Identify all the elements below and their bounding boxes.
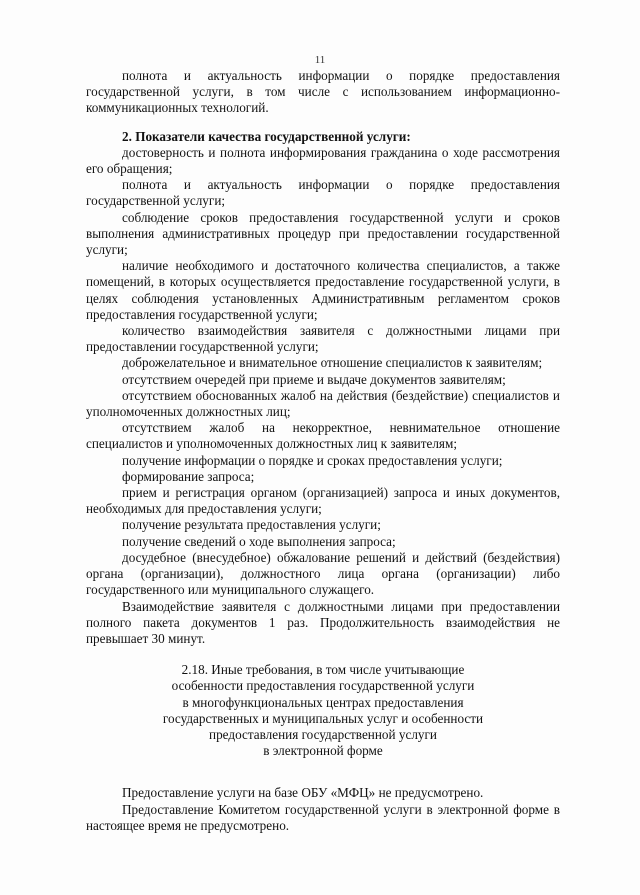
quality-item: достоверность и полнота информирования гражданина о ходе рассмотрения его обращения; [86,144,560,177]
quality-item: доброжелательное и внимательное отношение специалистов к заявителям; [122,355,543,371]
quality-item: досудебное (внесудебное) обжалование решений и действий (бездействия) органа (организации), должностного лица органа (организации) либо государственного или муниципального служащего. [86,549,560,598]
section-title-line: государственных и муниципальных услуг и особенности [162,710,484,726]
quality-item: получение сведений о ходе выполнения запроса; [122,533,396,549]
quality-item: получение информации о порядке и сроках предоставления услуги; [122,452,503,468]
intro-paragraph: полнота и актуальность информации о порядке предоставления государственной услуги, в том числе с использованием информационно-коммуникационных технологий. [86,68,560,116]
section-title-line: в многофункциональных центрах предоставления [182,694,464,710]
quality-item: прием и регистрация органом (организацией) запроса и иных документов, необходимых для предоставления услуги; [86,485,560,517]
quality-item: отсутствием очередей при приеме и выдаче документов заявителям; [122,371,506,387]
section-title-line: особенности предоставления государственной услуги [171,678,475,694]
quality-item: формирование запроса; [122,468,255,484]
section-title-line: в электронной форме [263,743,383,759]
page-number: 11 [314,54,326,66]
quality-item: наличие необходимого и достаточного количества специалистов, а также помещений, в которых осуществляется предоставление государственной услуги, в целях соблюдения установленных Административным регламентом сроков предоставления государственной услуги; [86,258,560,322]
quality-item: соблюдение сроков предоставления государственной услуги и сроков выполнения административных процедур при предоставлении государственной услуги; [86,209,560,258]
quality-item: количество взаимодействия заявителя с должностными лицами при предоставлении государственной услуги; [86,323,560,355]
section-title-line: 2.18. Иные требования, в том числе учитывающие [181,662,465,678]
section-title-line: предоставления государственной услуги [209,726,437,742]
document-body [86,68,560,834]
section-heading-quality: 2. Показатели качества государственной услуги: [122,128,411,144]
quality-item: отсутствием обоснованных жалоб на действия (бездействие) специалистов и уполномоченных должностных лиц; [86,387,560,420]
quality-item: полнота и актуальность информации о порядке предоставления государственной услуги; [86,177,560,209]
quality-item: получение результата предоставления услуги; [122,517,381,533]
interaction-paragraph: Взаимодействие заявителя с должностными лицами при предоставлении полного пакета документов 1 раз. Продолжительность взаимодействия не превышает 30 минут. [86,598,560,646]
mfc-paragraph: Предоставление услуги на базе ОБУ «МФЦ» не предусмотрено. [122,785,484,801]
electronic-form-paragraph: Предоставление Комитетом государственной услуги в электронной форме в настоящее время не предусмотрено. [86,801,560,833]
quality-item: отсутствием жалоб на некорректное, невнимательное отношение специалистов и уполномоченных должностных лиц к заявителям; [86,420,560,452]
